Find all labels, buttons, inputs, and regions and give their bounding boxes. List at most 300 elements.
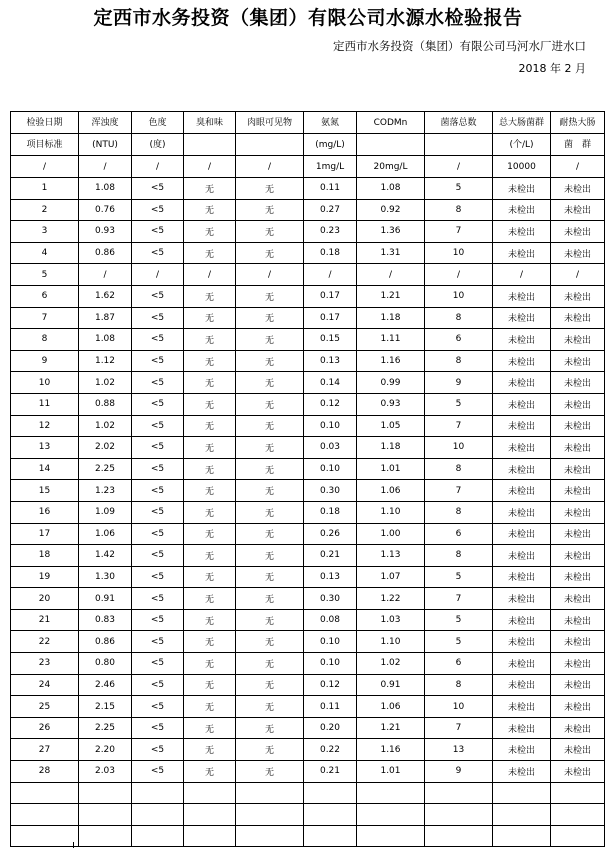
table-cell: 未检出: [551, 458, 605, 480]
table-cell: 1.23: [79, 480, 132, 502]
table-row: [11, 307, 605, 329]
table-cell: 1.01: [357, 761, 425, 783]
column-header-unit: 菌 群: [551, 134, 605, 156]
column-header-unit: [184, 134, 236, 156]
table-cell: 无: [236, 717, 304, 739]
table-cell: 无: [236, 501, 304, 523]
table-cell: 0.18: [304, 501, 357, 523]
table-cell: 未检出: [551, 631, 605, 653]
table-cell: 7: [11, 307, 79, 329]
table-cell: /: [551, 264, 605, 286]
table-cell: <5: [132, 523, 184, 545]
table-cell: 1.02: [79, 415, 132, 437]
table-cell: 0.08: [304, 609, 357, 631]
table-cell: 6: [425, 523, 493, 545]
table-row: [11, 393, 605, 415]
table-cell: 0.76: [79, 199, 132, 221]
table-cell: 未检出: [493, 242, 551, 264]
table-cell: 0.92: [357, 199, 425, 221]
table-cell: 未检出: [493, 372, 551, 394]
table-cell: 0.10: [304, 458, 357, 480]
table-cell: 1.02: [357, 653, 425, 675]
table-cell: 无: [184, 307, 236, 329]
table-cell: [132, 782, 184, 804]
table-cell: 1.10: [357, 501, 425, 523]
table-cell: 1.36: [357, 221, 425, 243]
table-cell: 1.08: [79, 329, 132, 351]
table-cell: 1.12: [79, 350, 132, 372]
table-cell: 无: [184, 458, 236, 480]
table-cell: <5: [132, 393, 184, 415]
table-cell: [425, 804, 493, 826]
table-header: [11, 112, 605, 178]
table-cell: <5: [132, 653, 184, 675]
table-row: [11, 264, 605, 286]
table-cell: 无: [184, 437, 236, 459]
column-header-label: 臭和味: [184, 112, 236, 134]
table-cell: 21: [11, 609, 79, 631]
table-cell: 未检出: [551, 178, 605, 200]
report-date: 2018 年 2 月: [518, 62, 586, 75]
table-cell: 7: [425, 717, 493, 739]
table-cell: [357, 782, 425, 804]
table-cell: 未检出: [551, 307, 605, 329]
table-cell: 无: [184, 588, 236, 610]
table-cell: 0.13: [304, 566, 357, 588]
table-cell: 无: [184, 350, 236, 372]
table-cell: 无: [184, 696, 236, 718]
table-cell: 1.08: [357, 178, 425, 200]
table-cell: 无: [236, 178, 304, 200]
table-cell: <5: [132, 588, 184, 610]
table-cell: 无: [236, 674, 304, 696]
table-cell: 0.14: [304, 372, 357, 394]
standard-value-cell: /: [236, 156, 304, 178]
table-cell: 2.25: [79, 458, 132, 480]
table-cell: 无: [184, 178, 236, 200]
table-row: [11, 242, 605, 264]
table-row: [11, 415, 605, 437]
table-cell: 未检出: [493, 393, 551, 415]
table-cell: 0.18: [304, 242, 357, 264]
table-cell: 无: [236, 437, 304, 459]
table-cell: 未检出: [493, 566, 551, 588]
table-cell: 未检出: [551, 696, 605, 718]
column-header-unit: [357, 134, 425, 156]
table-cell: 9: [11, 350, 79, 372]
table-row: [11, 523, 605, 545]
column-header-label: 检验日期: [11, 112, 79, 134]
table-cell: 1.05: [357, 415, 425, 437]
table-cell: <5: [132, 739, 184, 761]
table-cell: <5: [132, 458, 184, 480]
table-cell: [184, 825, 236, 847]
table-cell: 0.26: [304, 523, 357, 545]
table-cell: 未检出: [493, 631, 551, 653]
report-subtitle: 定西市水务投资（集团）有限公司马河水厂进水口: [333, 39, 586, 53]
table-cell: 8: [425, 674, 493, 696]
table-cell: 0.93: [79, 221, 132, 243]
table-cell: 1.18: [357, 437, 425, 459]
table-cell: 无: [236, 545, 304, 567]
table-cell: /: [184, 264, 236, 286]
table-cell: 7: [425, 480, 493, 502]
table-cell: 26: [11, 717, 79, 739]
standard-value-cell: /: [551, 156, 605, 178]
standard-value-cell: 20mg/L: [357, 156, 425, 178]
table-cell: 无: [184, 415, 236, 437]
table-cell: <5: [132, 437, 184, 459]
table-cell: 无: [236, 566, 304, 588]
table-cell: [79, 804, 132, 826]
table-cell: 8: [425, 307, 493, 329]
table-cell: 未检出: [493, 609, 551, 631]
table-cell: 未检出: [551, 329, 605, 351]
table-cell: 1.09: [79, 501, 132, 523]
table-cell: 1.18: [357, 307, 425, 329]
table-cell: 6: [425, 653, 493, 675]
table-row: [11, 329, 605, 351]
table-cell: 28: [11, 761, 79, 783]
table-cell: [551, 804, 605, 826]
table-cell: 0.91: [79, 588, 132, 610]
table-cell: 2: [11, 199, 79, 221]
table-cell: 1.16: [357, 350, 425, 372]
table-cell: 0.93: [357, 393, 425, 415]
table-cell: <5: [132, 178, 184, 200]
table-cell: 6: [11, 285, 79, 307]
table-cell: 5: [425, 393, 493, 415]
table-cell: 未检出: [551, 523, 605, 545]
table-cell: [425, 825, 493, 847]
table-cell: 1.06: [79, 523, 132, 545]
table-cell: 无: [236, 242, 304, 264]
table-cell: 1.62: [79, 285, 132, 307]
table-cell: [79, 782, 132, 804]
table-cell: 无: [184, 393, 236, 415]
table-cell: 无: [184, 372, 236, 394]
table-cell: [79, 825, 132, 847]
table-cell: 未检出: [551, 653, 605, 675]
table-row: [11, 545, 605, 567]
column-header-unit: (个/L): [493, 134, 551, 156]
table-cell: 8: [425, 501, 493, 523]
table-cell: 10: [425, 285, 493, 307]
column-header-unit: [425, 134, 493, 156]
table-cell: <5: [132, 285, 184, 307]
table-cell: 4: [11, 242, 79, 264]
table-cell: 5: [11, 264, 79, 286]
table-cell: <5: [132, 609, 184, 631]
table-cell: 无: [184, 501, 236, 523]
table-cell: 未检出: [493, 285, 551, 307]
table-cell: 无: [184, 199, 236, 221]
table-cell: <5: [132, 761, 184, 783]
table-cell: <5: [132, 566, 184, 588]
table-cell: <5: [132, 329, 184, 351]
table-cell: 无: [236, 199, 304, 221]
table-cell: 1: [11, 178, 79, 200]
table-cell: 0.20: [304, 717, 357, 739]
table-cell: 未检出: [493, 415, 551, 437]
table-cell: 无: [184, 761, 236, 783]
table-cell: [493, 782, 551, 804]
table-cell: 未检出: [551, 739, 605, 761]
table-cell: [425, 782, 493, 804]
table-row: [11, 350, 605, 372]
table-cell: 0.88: [79, 393, 132, 415]
table-cell: 未检出: [551, 415, 605, 437]
table-cell: 未检出: [551, 393, 605, 415]
table-cell: <5: [132, 350, 184, 372]
table-cell: 无: [184, 739, 236, 761]
table-cell: 无: [184, 566, 236, 588]
table-cell: [11, 782, 79, 804]
table-cell: 13: [425, 739, 493, 761]
table-cell: 1.06: [357, 696, 425, 718]
table-cell: 2.20: [79, 739, 132, 761]
table-cell: 未检出: [551, 437, 605, 459]
table-cell: 23: [11, 653, 79, 675]
table-cell: [304, 804, 357, 826]
table-cell: 未检出: [493, 761, 551, 783]
table-cell: 1.30: [79, 566, 132, 588]
table-cell: 无: [236, 350, 304, 372]
table-cell: 27: [11, 739, 79, 761]
table-cell: 1.22: [357, 588, 425, 610]
standard-value-cell: /: [11, 156, 79, 178]
table-cell: 无: [184, 221, 236, 243]
page-mark: [73, 842, 74, 848]
table-cell: [11, 804, 79, 826]
table-cell: 0.13: [304, 350, 357, 372]
table-cell: 11: [11, 393, 79, 415]
column-header-label: 肉眼可见物: [236, 112, 304, 134]
table-cell: [11, 825, 79, 847]
table-cell: 无: [236, 761, 304, 783]
table-cell: 0.17: [304, 307, 357, 329]
column-header-label: CODMn: [357, 112, 425, 134]
table-cell: 3: [11, 221, 79, 243]
table-cell: 未检出: [493, 437, 551, 459]
table-cell: 9: [425, 372, 493, 394]
table-cell: 未检出: [493, 307, 551, 329]
table-cell: 无: [236, 221, 304, 243]
table-cell: [184, 804, 236, 826]
header-row-labels: [11, 112, 605, 134]
table-row: [11, 372, 605, 394]
table-cell: 7: [425, 588, 493, 610]
table-cell: 无: [184, 329, 236, 351]
table-cell: 未检出: [551, 566, 605, 588]
standard-value-cell: 10000: [493, 156, 551, 178]
table-cell: 未检出: [551, 285, 605, 307]
standard-value-cell: 1mg/L: [304, 156, 357, 178]
table-cell: 13: [11, 437, 79, 459]
table-row: [11, 609, 605, 631]
standard-value-cell: /: [132, 156, 184, 178]
table-cell: 8: [425, 350, 493, 372]
table-cell: 5: [425, 609, 493, 631]
table-cell: 未检出: [493, 545, 551, 567]
column-header-label: 浑浊度: [79, 112, 132, 134]
table-cell: 0.99: [357, 372, 425, 394]
table-cell: 25: [11, 696, 79, 718]
standards-row: [11, 156, 605, 178]
table-cell: 1.07: [357, 566, 425, 588]
table-cell: 无: [236, 415, 304, 437]
table-cell: 未检出: [551, 674, 605, 696]
table-cell: 5: [425, 566, 493, 588]
table-cell: 8: [425, 199, 493, 221]
table-cell: 1.21: [357, 285, 425, 307]
table-cell: 未检出: [551, 199, 605, 221]
table-row: [11, 221, 605, 243]
table-cell: 无: [236, 631, 304, 653]
table-cell: 2.25: [79, 717, 132, 739]
column-header-unit: [236, 134, 304, 156]
table-cell: <5: [132, 415, 184, 437]
table-cell: <5: [132, 501, 184, 523]
table-cell: 0.83: [79, 609, 132, 631]
table-cell: 18: [11, 545, 79, 567]
table-cell: 2.03: [79, 761, 132, 783]
table-cell: 0.10: [304, 415, 357, 437]
table-cell: 2.46: [79, 674, 132, 696]
table-cell: 20: [11, 588, 79, 610]
column-header-label: 耐热大肠: [551, 112, 605, 134]
table-cell: [184, 782, 236, 804]
table-cell: 未检出: [493, 221, 551, 243]
table-cell: 未检出: [551, 242, 605, 264]
table-cell: 无: [236, 393, 304, 415]
table-cell: 未检出: [493, 329, 551, 351]
table-cell: [304, 825, 357, 847]
table-cell: 1.11: [357, 329, 425, 351]
column-header-unit: (度): [132, 134, 184, 156]
table-row: [11, 501, 605, 523]
table-cell: 2.02: [79, 437, 132, 459]
table-row: [11, 653, 605, 675]
table-cell: [493, 825, 551, 847]
table-cell: 0.23: [304, 221, 357, 243]
table-cell: 未检出: [493, 739, 551, 761]
table-cell: 1.01: [357, 458, 425, 480]
table-cell: 1.87: [79, 307, 132, 329]
table-cell: <5: [132, 221, 184, 243]
table-cell: /: [236, 264, 304, 286]
table-row: [11, 739, 605, 761]
table-cell: <5: [132, 199, 184, 221]
table-cell: 0.11: [304, 696, 357, 718]
column-header-unit: (NTU): [79, 134, 132, 156]
table-cell: 无: [236, 609, 304, 631]
table-cell: [493, 804, 551, 826]
table-cell: 无: [184, 480, 236, 502]
table-cell: 12: [11, 415, 79, 437]
table-body: [11, 178, 605, 847]
table-cell: <5: [132, 696, 184, 718]
table-cell: 无: [236, 523, 304, 545]
table-cell: 0.86: [79, 631, 132, 653]
table-cell: 未检出: [551, 372, 605, 394]
table-cell: 未检出: [551, 588, 605, 610]
table-cell: /: [304, 264, 357, 286]
table-cell: 0.12: [304, 674, 357, 696]
column-header-unit: (mg/L): [304, 134, 357, 156]
standard-value-cell: /: [184, 156, 236, 178]
table-cell: 24: [11, 674, 79, 696]
table-cell: 7: [425, 415, 493, 437]
table-cell: 0.80: [79, 653, 132, 675]
table-cell: 0.03: [304, 437, 357, 459]
table-cell: 未检出: [493, 717, 551, 739]
table-cell: <5: [132, 717, 184, 739]
table-cell: /: [493, 264, 551, 286]
table-cell: 15: [11, 480, 79, 502]
table-cell: [357, 825, 425, 847]
table-row: [11, 717, 605, 739]
table-cell: 无: [236, 329, 304, 351]
table-cell: <5: [132, 480, 184, 502]
table-row: [11, 437, 605, 459]
table-cell: 无: [184, 717, 236, 739]
table-cell: 0.86: [79, 242, 132, 264]
table-cell: 未检出: [551, 221, 605, 243]
table-cell: 14: [11, 458, 79, 480]
table-cell: 未检出: [493, 480, 551, 502]
table-cell: 8: [11, 329, 79, 351]
table-cell: 16: [11, 501, 79, 523]
table-cell: 未检出: [493, 696, 551, 718]
table-cell: 22: [11, 631, 79, 653]
table-row: [11, 825, 605, 847]
table-cell: [304, 782, 357, 804]
table-cell: 未检出: [493, 674, 551, 696]
report-table: [10, 111, 605, 847]
table-cell: 8: [425, 545, 493, 567]
header-row-units: [11, 134, 605, 156]
table-cell: 10: [425, 242, 493, 264]
table-cell: [236, 782, 304, 804]
table-cell: 无: [184, 285, 236, 307]
table-cell: <5: [132, 674, 184, 696]
table-cell: [132, 825, 184, 847]
table-row: [11, 588, 605, 610]
table-cell: 1.06: [357, 480, 425, 502]
table-cell: <5: [132, 372, 184, 394]
table-cell: 8: [425, 458, 493, 480]
table-cell: 1.02: [79, 372, 132, 394]
table-cell: 未检出: [493, 653, 551, 675]
table-cell: 未检出: [493, 178, 551, 200]
table-cell: <5: [132, 242, 184, 264]
table-cell: /: [425, 264, 493, 286]
table-cell: 0.21: [304, 545, 357, 567]
table-cell: 0.11: [304, 178, 357, 200]
table-cell: <5: [132, 631, 184, 653]
table-cell: 0.27: [304, 199, 357, 221]
table-cell: [132, 804, 184, 826]
table-cell: 2.15: [79, 696, 132, 718]
table-cell: 1.13: [357, 545, 425, 567]
table-cell: 0.10: [304, 631, 357, 653]
table-cell: /: [79, 264, 132, 286]
table-cell: 无: [184, 609, 236, 631]
table-cell: 0.21: [304, 761, 357, 783]
table-cell: 无: [236, 285, 304, 307]
table-row: [11, 696, 605, 718]
